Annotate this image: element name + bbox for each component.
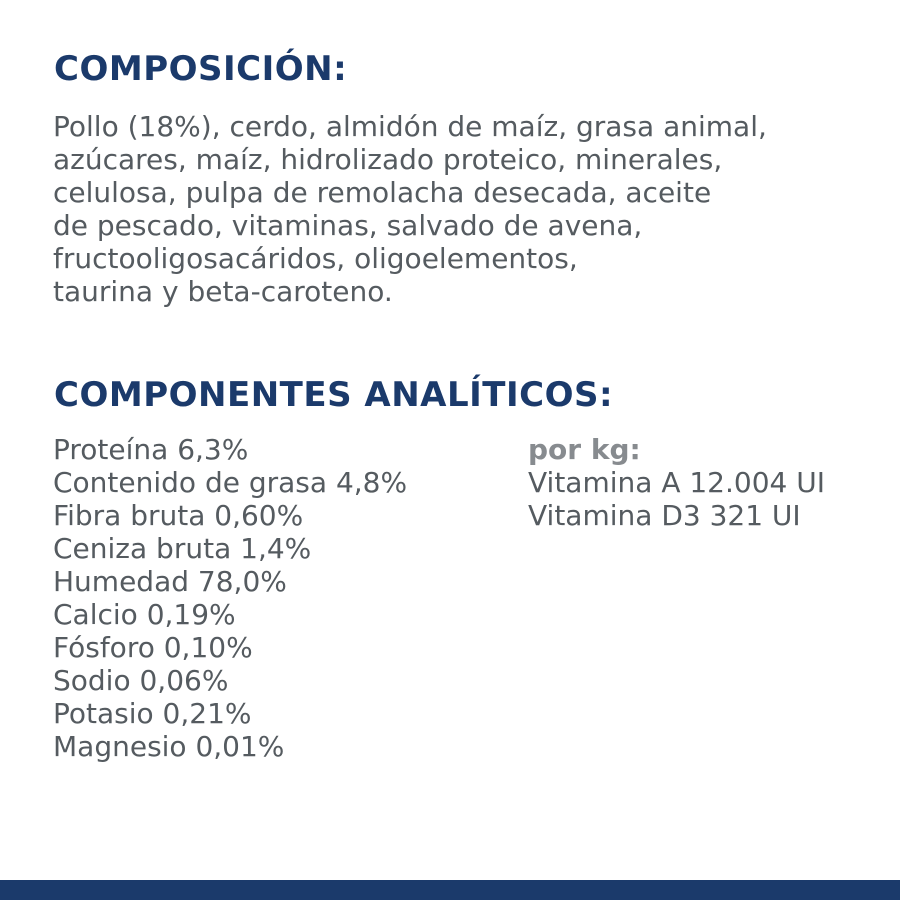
composition-text	[53, 110, 767, 308]
composition-line: de pescado, vitaminas, salvado de avena,	[53, 209, 643, 242]
composition-line: azúcares, maíz, hidrolizado proteico, minerales,	[53, 143, 723, 176]
analytics-item-protein: Proteína 6,3%	[53, 433, 249, 466]
analytics-item-fiber: Fibra bruta 0,60%	[53, 499, 304, 532]
analytics-item-phosphorus: Fósforo 0,10%	[53, 631, 253, 664]
analytics-item-potassium: Potasio 0,21%	[53, 697, 252, 730]
composition-line: Pollo (18%), cerdo, almidón de maíz, grasa animal,	[53, 110, 767, 143]
analytics-item-fat: Contenido de grasa 4,8%	[53, 466, 408, 499]
per-kg-subheading: por kg:	[528, 433, 641, 466]
analytics-item-ash: Ceniza bruta 1,4%	[53, 532, 312, 565]
vitamin-a-item: Vitamina A 12.004 UI	[528, 466, 825, 499]
composition-line: celulosa, pulpa de remolacha desecada, aceite	[53, 176, 712, 209]
vitamin-d3-item: Vitamina D3 321 UI	[528, 499, 801, 532]
analytics-heading: COMPONENTES ANALÍTICOS:	[54, 375, 614, 415]
analytics-item-sodium: Sodio 0,06%	[53, 664, 229, 697]
composition-heading: COMPOSICIÓN:	[54, 49, 348, 89]
analytics-list	[53, 433, 407, 763]
composition-line: taurina y beta-caroteno.	[53, 275, 393, 308]
vitamins-list	[528, 433, 825, 532]
analytics-item-moisture: Humedad 78,0%	[53, 565, 287, 598]
composition-line: fructooligosacáridos, oligoelementos,	[53, 242, 578, 275]
bottom-bar	[0, 880, 900, 900]
analytics-item-calcium: Calcio 0,19%	[53, 598, 236, 631]
analytics-item-magnesium: Magnesio 0,01%	[53, 730, 285, 763]
